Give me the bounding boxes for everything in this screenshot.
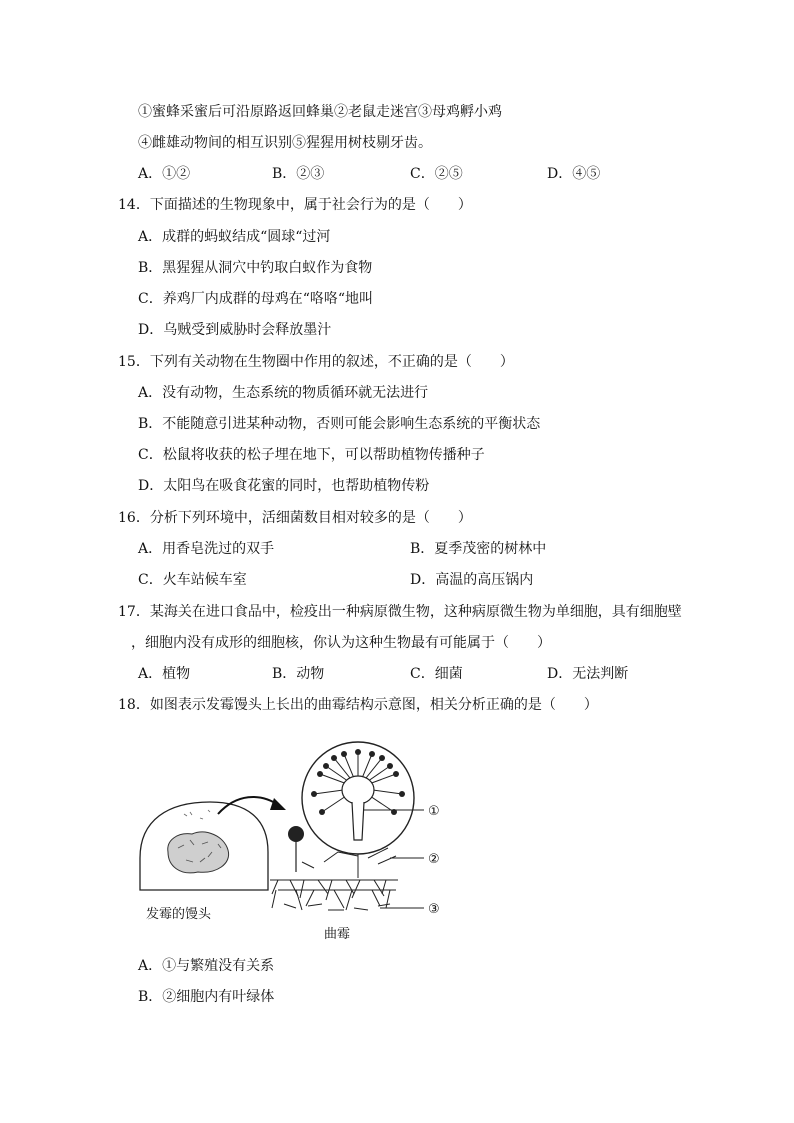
q17-option-c: C．细菌	[410, 666, 463, 682]
q17-stem-line1: 17．某海关在进口食品中，检疫出一种病原微生物，这种病原微生物为单细胞，具有细胞壁	[118, 604, 682, 620]
callout-3: ③	[428, 902, 440, 917]
q18-option-a: A．①与繁殖没有关系	[138, 958, 275, 974]
q13-option-b: B．②③	[272, 166, 325, 182]
label-moldy-bun: 发霉的馒头	[146, 907, 212, 922]
q15-stem: 15．下列有关动物在生物圈中作用的叙述，不正确的是（ ）	[118, 354, 514, 370]
q14-option-d: D．乌贼受到威胁时会释放墨汁	[138, 322, 332, 338]
q15-option-a: A．没有动物，生态系统的物质循环就无法进行	[138, 385, 429, 401]
q18-stem: 18．如图表示发霉馒头上长出的曲霉结构示意图，相关分析正确的是（ ）	[118, 697, 598, 713]
aspergillus-figure	[128, 740, 458, 940]
callout-2: ②	[428, 852, 440, 867]
hyphae-network	[270, 848, 398, 910]
q15-option-c: C．松鼠将收获的松子埋在地下，可以帮助植物传播种子	[138, 447, 485, 463]
q14-option-c: C．养鸡厂内成群的母鸡在“咯咯“地叫	[138, 291, 374, 307]
q14-option-a: A．成群的蚂蚁结成“圆球“过河	[138, 229, 331, 245]
magnified-sporangium	[302, 742, 414, 854]
q15-option-d: D．太阳鸟在吸食花蜜的同时，也帮助植物传粉	[138, 478, 430, 494]
q16-stem: 16．分析下列环境中，活细菌数目相对较多的是（ ）	[118, 510, 472, 526]
q14-option-b: B．黑猩猩从洞穴中钓取白蚁作为食物	[138, 260, 373, 276]
q13-stem-line2: ④雌雄动物间的相互识别⑤猩猩用树枝剔牙齿。	[138, 135, 432, 151]
q16-option-c: C．火车站候车室	[138, 572, 247, 588]
label-aspergillus: 曲霉	[324, 927, 351, 940]
q17-option-a: A．植物	[138, 666, 191, 682]
q14-stem: 14．下面描述的生物现象中，属于社会行为的是（ ）	[118, 197, 472, 213]
q17-stem-line2: ，细胞内没有成形的细胞核，你认为这种生物最有可能属于（ ）	[131, 635, 551, 651]
q13-stem-line1: ①蜜蜂采蜜后可沿原路返回蜂巢②老鼠走迷宫③母鸡孵小鸡	[138, 104, 502, 120]
callout-1: ①	[428, 804, 440, 819]
q16-option-a: A．用香皂洗过的双手	[138, 541, 275, 557]
q18-option-b: B．②细胞内有叶绿体	[138, 989, 275, 1005]
moldy-bun-illustration	[140, 802, 268, 890]
q13-option-a: A．①②	[138, 166, 191, 182]
q17-option-b: B．动物	[272, 666, 325, 682]
q16-option-b: B．夏季茂密的树林中	[410, 541, 547, 557]
q17-option-d: D．无法判断	[547, 666, 629, 682]
q16-option-d: D．高温的高压锅内	[410, 572, 534, 588]
q15-option-b: B．不能随意引进某种动物，否则可能会影响生态系统的平衡状态	[138, 416, 541, 432]
q13-option-d: D．④⑤	[547, 166, 601, 182]
q13-option-c: C．②⑤	[410, 166, 463, 182]
small-mold-illustration	[288, 826, 304, 872]
